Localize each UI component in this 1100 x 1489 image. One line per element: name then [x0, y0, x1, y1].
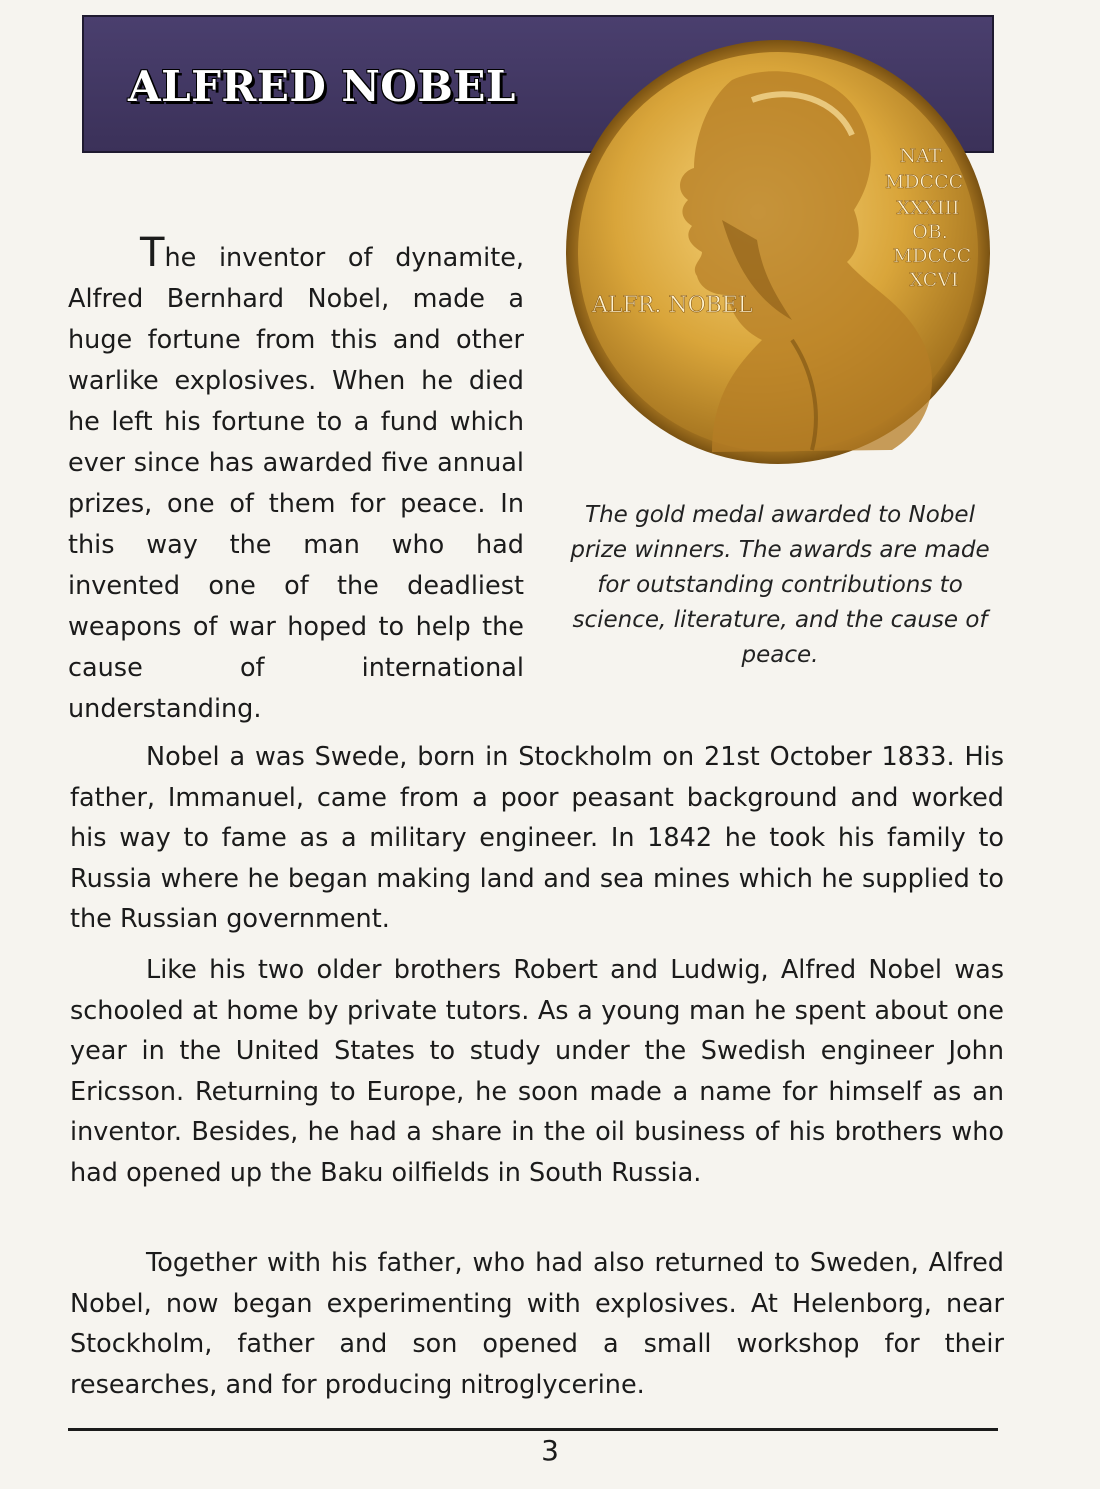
nobel-medal-image	[562, 40, 994, 465]
page-number: 3	[541, 1434, 559, 1467]
medal-inscription-line: OB.	[912, 221, 948, 243]
medal-inscription-line: MDCCC	[884, 171, 964, 193]
drop-cap: T	[140, 230, 165, 276]
footer-rule	[68, 1428, 998, 1431]
medal-inscription-line: NAT.	[899, 145, 945, 167]
page-title: ALFRED NOBEL	[128, 62, 516, 111]
body-paragraph: Together with his father, who had also returned to Sweden, Alfred Nobel, now began experimenting with explosives. At Helenborg, near Stockholm, father and son opened a small workshop for their researches, and for producing nitroglycerine.	[70, 1248, 1004, 1400]
medal-inscription-line: MDCCC	[892, 245, 972, 267]
medal-left-inscription: ALFR. NOBEL	[592, 293, 753, 318]
medal-inscription-line: XXXIII	[896, 197, 960, 219]
medal-caption: The gold medal awarded to Nobel prize winners. The awards are made for outstanding contributions to science, literature, and the cause of peace.	[570, 502, 990, 668]
body-paragraph: Nobel a was Swede, born in Stockholm on 21st October 1833. His father, Immanuel, came from a poor peasant background and worked his way to fame as a military engineer. In 1842 he took his family to Russia where he began making land and sea mines which he supplied to the Russian government.	[70, 742, 1004, 934]
intro-paragraph	[68, 230, 524, 730]
intro-text: he inventor of dynamite, Alfred Bernhard Nobel, made a huge fortune from this and other warlike explosives. When he died he left his fortune to a fund which ever since has awarded five annual prizes, one of them for peace. In this way the man who had invented one of the deadliest weapons of war hoped to help the cause of international understanding.	[68, 243, 524, 724]
medal-inscription-line: XCVI	[909, 269, 959, 291]
body-paragraph: Like his two older brothers Robert and Ludwig, Alfred Nobel was schooled at home by private tutors. As a young man he spent about one year in the United States to study under the Swedish engineer John Ericsson. Returning to Europe, he soon made a name for himself as an inventor. Besides, he had a share in the oil business of his brothers who had opened up the Baku oilfields in South Russia.	[70, 955, 1004, 1188]
